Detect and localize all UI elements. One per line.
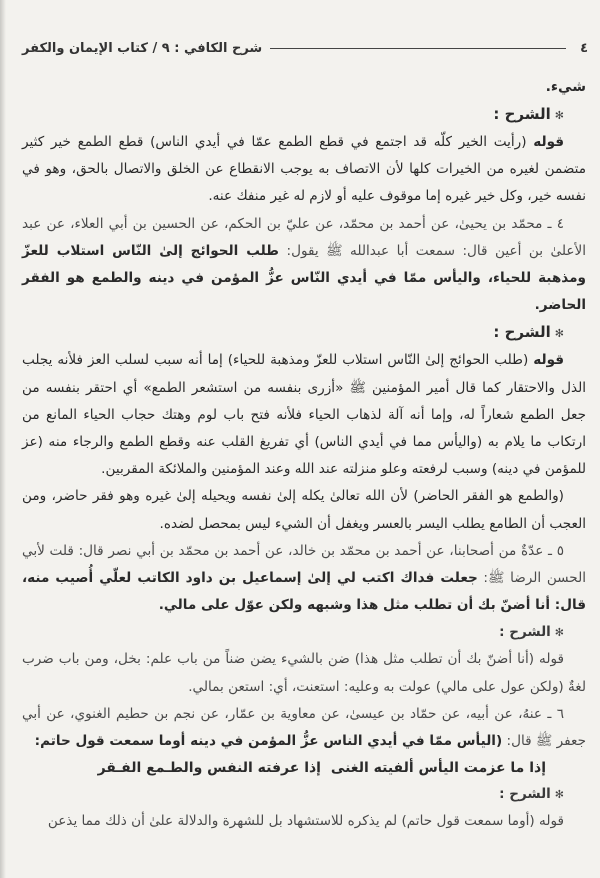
sharh-label: الشرح : <box>499 624 551 641</box>
opening-fragment: شيء. <box>545 79 586 95</box>
asterisk-icon: ✻ <box>554 626 564 640</box>
running-head <box>22 38 586 58</box>
verse-first-hemistich: إذا ما عزمت اليأس ألفيته الغنى <box>330 760 546 777</box>
commentary-text: (طلب الحوائج إلىٰ النّاس استلاب للعزّ ومذهبة للحياء) إما أنه سبب لسلب العز فلأنه يجلب الذل والاحتقار كما قال أمير المؤمنين ﷺ «أزرى بنفسه من استشعر الطمع» أي احتقر بنفسه من جعل الطمع شعاراً له، وإما أنه آلة لذهاب الحياء فلأنه فتح باب لوم وهتك حجاب الحياء المانع من ارتكاب ما يلام به (واليأس مما في أيدي الناس) أي تفريغ القلب عنه وقطع الطمع والرجاء منه (عز للمؤمن في دينه) وسبب لرفعته وعلو منزلته عند الله وعند المؤمنين والملائكة المقربين. <box>22 352 586 478</box>
commentary-text: (أنا أضنّ بك أن تطلب مثل هذا) ضن بالشيء يضن ضناً من باب علم: بخل، ومن باب ضرب لغةٌ (ولكن عول على مالي) عولت به وعليه: استعنت، أي: استعن بمالي. <box>22 651 586 695</box>
commentary-paragraph-2 <box>22 347 586 483</box>
header-rule <box>270 48 566 49</box>
sharh-label: الشرح : <box>493 323 551 342</box>
running-head-title: شرح الكافي : ٩ / كتاب الإيمان والكفر <box>22 40 263 56</box>
hadith-4 <box>22 211 586 320</box>
poetry-verse <box>22 755 586 781</box>
commentary-paragraph-3 <box>22 483 586 537</box>
hadith-matn: جعلت فداك اكتب لي إلىٰ إسماعيل بن داود الكاتب لعلّي أُصيب منه، قال: أنا أضنّ بك أن تطلب مثل هذا وشبهه ولكن عوّل على مالي. <box>22 570 586 614</box>
asterisk-icon: ✻ <box>554 327 564 341</box>
sharh-heading-4 <box>22 781 586 808</box>
qawluhu-label: قوله <box>539 651 564 668</box>
hadith-isnad: ٥ ـ عدّةٌ من أصحابنا، عن أحمد بن محمّد بن خالد، عن أحمد بن محمّد بن أبي نصر قال: قلت لأبي الحسن الرضا ﷺ: <box>22 542 586 587</box>
commentary-text: (أوما سمعت قول حاتم) لم يذكره للاستشهاد بل للشهرة والدلالة علىٰ أن ذلك مما يذعن <box>47 813 540 830</box>
page-spine-shadow <box>0 0 6 878</box>
commentary-paragraph-1 <box>22 129 586 211</box>
qawluhu-label: قوله <box>539 813 564 830</box>
asterisk-icon: ✻ <box>554 109 564 122</box>
page-number: ٤ <box>580 40 588 56</box>
sharh-heading-2 <box>22 319 586 347</box>
page-body <box>22 74 586 875</box>
sharh-heading-1 <box>22 101 586 129</box>
commentary-paragraph-5 <box>22 808 586 835</box>
hadith-5 <box>22 538 586 620</box>
hadith-matn: (اليأس ممّا في أيدي الناس عزُّ المؤمن في دينه أوما سمعت قول حاتم: <box>34 733 503 750</box>
commentary-paragraph-4 <box>22 646 586 700</box>
sharh-heading-3 <box>22 619 586 646</box>
hadith-6 <box>22 701 586 755</box>
hadith-isnad: ٤ ـ محمّد بن يحيىٰ، عن أحمد بن محمّد، عن عليّ بن الحكم، عن الحسين بن أبي العلاء، عن عبد الأعلىٰ بن أعين قال: سمعت أبا عبدالله ﷺ يقول: <box>22 215 586 259</box>
hadith-matn: طلب الحوائج إلىٰ النّاس استلاب للعزّ ومذهبة للحياء، واليأس ممّا في أيدي النّاس عزُّ المؤمن في دينه والطمع هو الفقر الحاضر. <box>22 242 586 314</box>
asterisk-icon: ✻ <box>554 788 564 802</box>
sharh-label: الشرح : <box>493 105 551 123</box>
bottom-margin <box>22 835 586 875</box>
commentary-text: (والطمع هو الفقر الحاضر) لأن الله تعالىٰ يكله إلىٰ نفسه ويحيله إلىٰ غيره وهو فقر حاضر، ومن العجب أن الطامع يطلب اليسر بالعسر ويغفل أن الشيء ليس بمحصل لضده. <box>22 488 586 532</box>
qawluhu-label: قوله <box>533 352 564 369</box>
sharh-label: الشرح : <box>499 786 551 803</box>
verse-second-hemistich: إذا عرفته النفس والطـمع الفـقر <box>97 760 321 777</box>
hadith-isnad: ٦ ـ عنهُ، عن أبيه، عن حمّاد بن عيسىٰ، عن معاوية بن عمّار، عن نجم بن حطيم الغنوي، عن أبي جعفر ﷺ قال: <box>22 705 586 750</box>
book-page <box>22 38 586 875</box>
qawluhu-label: قوله <box>533 134 564 150</box>
commentary-text: (رأيت الخير كلّه قد اجتمع في قطع الطمع عمّا في أيدي الناس) قطع الطمع خير كثير متضمن لغيره من الخيرات كلها لأن الاتصاف به يوجب الانقطاع عن الخلق والاتصال بالحق، وهو في نفسه خير، وكل خير غيره إما موقوف عليه أو لازم له غير منفك عنه. <box>22 134 586 205</box>
